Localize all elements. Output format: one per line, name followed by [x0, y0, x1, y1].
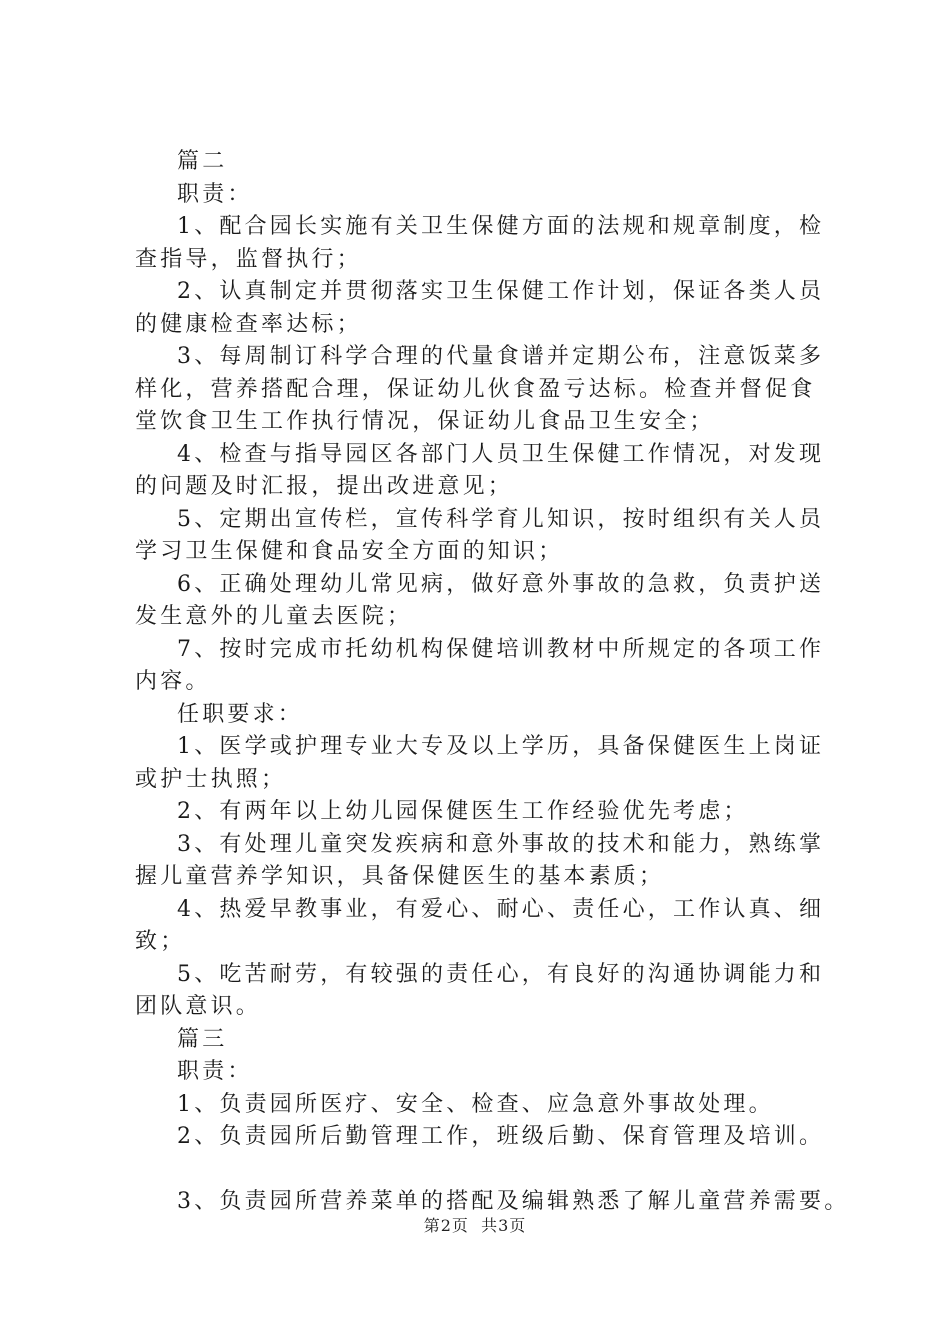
text-line: 1、医学或护理专业大专及以上学历，具备保健医生上岗证 — [177, 734, 825, 759]
text-line: 4、检查与指导园区各部门人员卫生保健工作情况，对发现 — [177, 441, 825, 467]
text-line: 致； — [135, 929, 186, 954]
text-line: 堂饮食卫生工作执行情况，保证幼儿食品卫生安全； — [135, 409, 715, 434]
text-line: 7、按时完成市托幼机构保健培训教材中所规定的各项工作 — [177, 636, 825, 662]
text-line: 2、有两年以上幼儿园保健医生工作经验优先考虑； — [177, 799, 749, 824]
text-line: 发生意外的儿童去医院； — [135, 604, 413, 629]
text-line: 3、有处理儿童突发疾病和意外事故的技术和能力，熟练掌 — [177, 831, 825, 857]
text-line: 内容。 — [135, 669, 211, 694]
page-number: 第2页 共3页 — [423, 1216, 527, 1235]
text-line: 6、正确处理幼儿常见病，做好意外事故的急救，负责护送 — [177, 571, 825, 597]
page-footer — [0, 1213, 950, 1236]
text-line: 职责： — [177, 1059, 253, 1084]
text-line: 篇三 — [177, 1026, 228, 1052]
text-line: 握儿童营养学知识，具备保健医生的基本素质； — [135, 864, 665, 889]
text-line: 5、吃苦耐劳，有较强的责任心，有良好的沟通协调能力和 — [177, 961, 825, 987]
text-line: 2、负责园所后勤管理工作，班级后勤、保育管理及培训。 — [177, 1124, 825, 1149]
text-line: 的健康检查率达标； — [135, 311, 362, 337]
text-line: 样化，营养搭配合理，保证幼儿伙食盈亏达标。检查并督促食 — [135, 376, 816, 402]
text-line: 1、配合园长实施有关卫生保健方面的法规和规章制度，检 — [177, 214, 825, 239]
text-line: 3、每周制订科学合理的代量食谱并定期公布，注意饭菜多 — [177, 344, 825, 369]
document-body — [135, 146, 850, 1219]
text-line: 2、认真制定并贯彻落实卫生保健工作计划，保证各类人员 — [177, 279, 825, 304]
text-line: 3、负责园所营养菜单的搭配及编辑熟悉了解儿童营养需要。 — [177, 1189, 850, 1214]
text-line: 的问题及时汇报，提出改进意见； — [135, 474, 514, 499]
text-line: 团队意识。 — [135, 994, 262, 1019]
text-line: 学习卫生保健和食品安全方面的知识； — [135, 539, 564, 564]
text-line: 篇二 — [177, 149, 228, 174]
blank-line — [135, 1154, 835, 1187]
text-line: 4、热爱早教事业，有爱心、耐心、责任心，工作认真、细 — [177, 896, 825, 922]
text-line: 职责： — [177, 181, 253, 207]
text-line: 任职要求： — [177, 701, 304, 727]
text-line: 5、定期出宣传栏，宣传科学育儿知识，按时组织有关人员 — [177, 506, 825, 532]
text-line: 查指导，监督执行； — [135, 246, 362, 272]
text-line: 1、负责园所医疗、安全、检查、应急意外事故处理。 — [177, 1091, 774, 1117]
text-line: 或护士执照； — [135, 766, 287, 792]
